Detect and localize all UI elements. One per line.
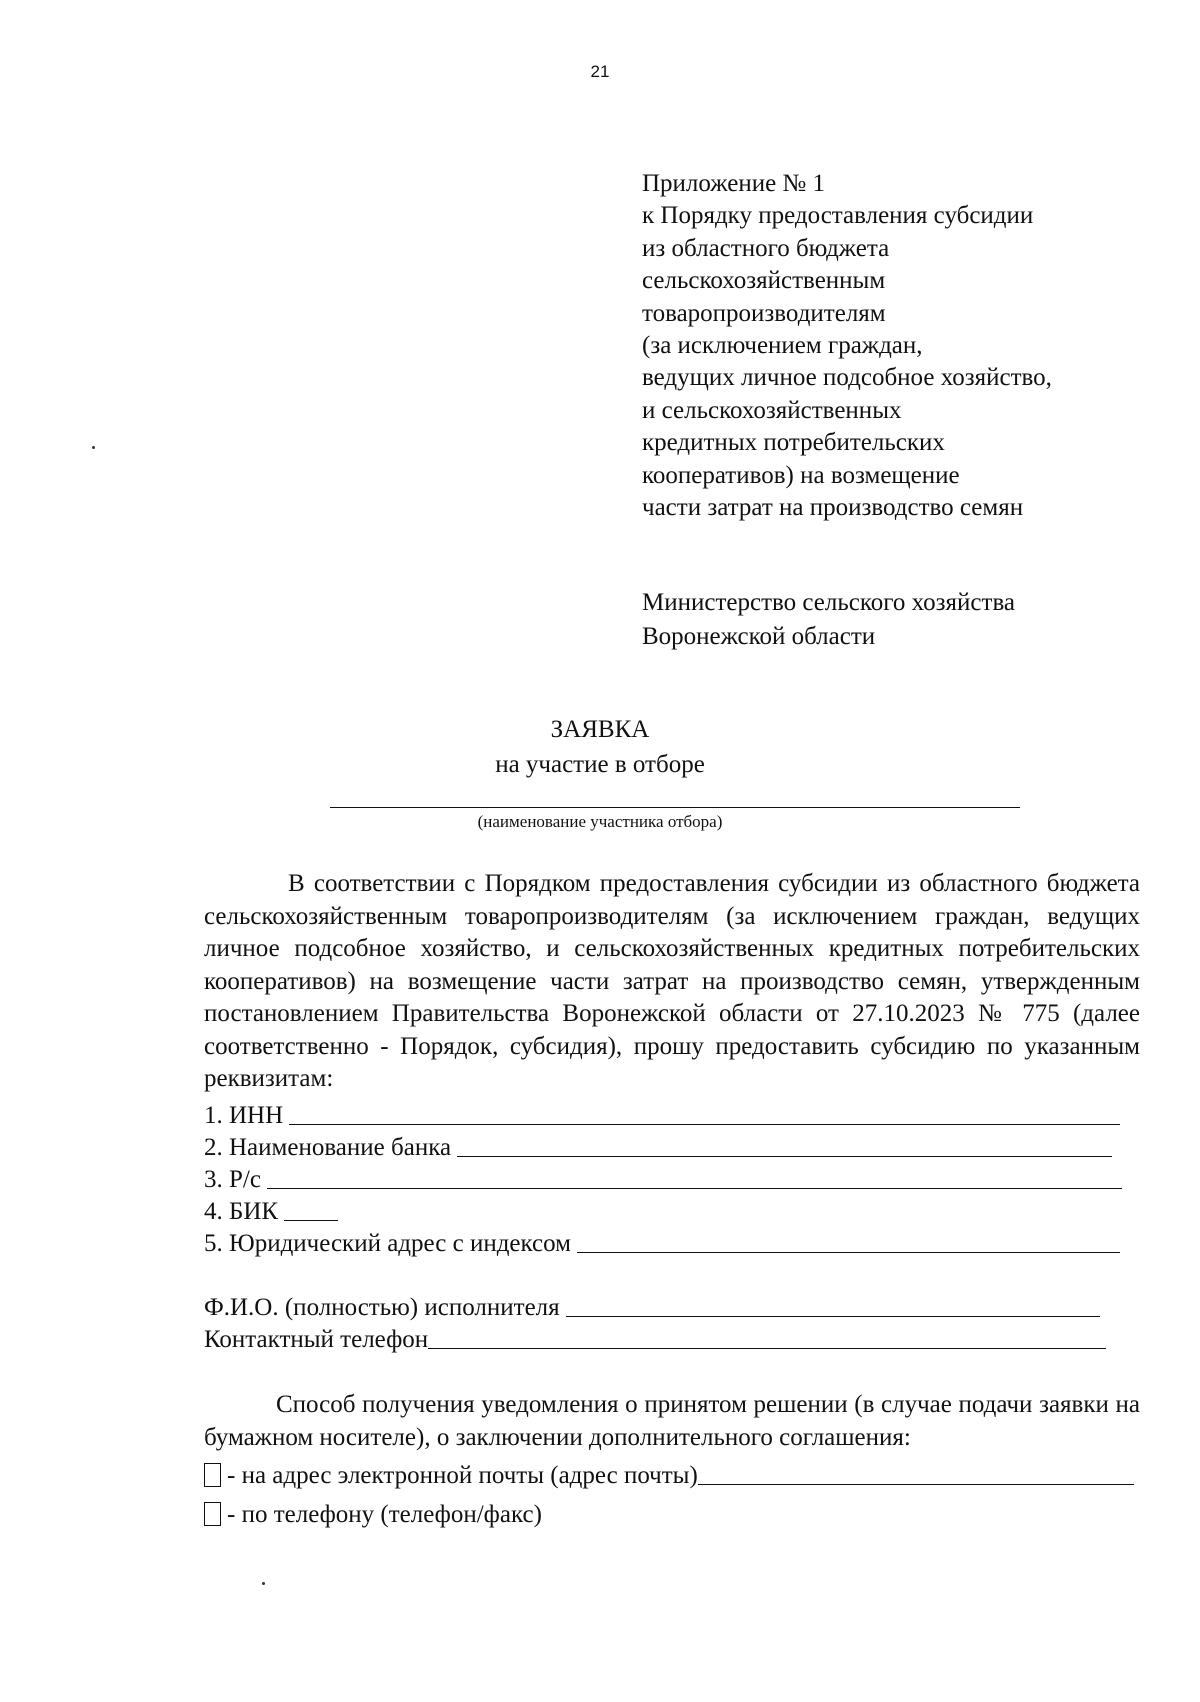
appendix-line: кооперативов) на возмещение	[642, 461, 960, 489]
inn-input-line[interactable]	[289, 1123, 1120, 1125]
notice-paragraph: Способ получения уведомления о принятом решении (в случае подачи заявки на бумажном носителе), о заключении дополнительного соглашения:	[204, 1391, 1140, 1451]
appendix-header	[642, 168, 1052, 524]
field-label: 4. БИК	[204, 1198, 279, 1225]
appendix-line: сельскохозяйственным	[642, 267, 886, 295]
field-inn	[204, 1100, 1120, 1130]
appendix-line: к Порядку предоставления субсидии	[642, 202, 1034, 230]
scan-speck	[262, 1582, 265, 1585]
ministry-line: Министерство сельского хозяйства	[642, 589, 1016, 616]
page-number: 21	[590, 62, 610, 81]
appendix-line: Приложение № 1	[642, 170, 826, 197]
scan-speck	[92, 446, 95, 449]
appendix-line: и сельскохозяйственных	[642, 396, 902, 424]
participant-name-caption: (наименование участника отбора)	[477, 812, 723, 831]
appendix-line: товаропроизводителям	[642, 299, 886, 327]
executor-input-line[interactable]	[566, 1315, 1100, 1317]
body-paragraph: В соответствии с Порядком предоставления субсидии из областного бюджета сельскохозяйственным товаропроизводителям (за исключением граждан, ведущих личное подсобное хозяйство, и сельскохозяйственных кредитных потребительских кооперативов) на возмещение части затрат на производство семян, утвержденным постановлением Правительства Воронежской области от 27.10.2023 № 775 (далее соответственно - Порядок, субсидия), прошу предоставить субсидию по указанным реквизитам:	[204, 870, 1140, 1092]
field-label: Ф.И.О. (полностью) исполнителя	[204, 1294, 560, 1321]
option-label: - по телефону (телефон/факс)	[227, 1501, 542, 1528]
participant-name-line[interactable]	[330, 807, 1020, 808]
field-bank	[204, 1132, 1112, 1162]
field-account	[204, 1164, 1122, 1194]
option-email	[204, 1460, 1134, 1490]
field-label: 3. Р/с	[204, 1166, 261, 1193]
field-bik	[204, 1196, 404, 1226]
appendix-line: кредитных потребительских	[642, 429, 945, 457]
option-label: - на адрес электронной почты (адрес почты)	[227, 1462, 698, 1489]
address-input-line[interactable]	[577, 1251, 1120, 1253]
phone-input-line[interactable]	[428, 1347, 1106, 1349]
field-executor	[204, 1292, 1100, 1322]
field-phone	[204, 1324, 1106, 1354]
option-telephone	[204, 1499, 704, 1529]
field-label: 5. Юридический адрес с индексом	[204, 1230, 571, 1257]
bik-input-line[interactable]	[284, 1219, 338, 1221]
account-input-line[interactable]	[267, 1187, 1122, 1189]
appendix-line: ведущих личное подсобное хозяйство,	[642, 364, 1052, 392]
email-input-line[interactable]	[698, 1483, 1134, 1485]
document-subtitle: на участие в отборе	[495, 751, 705, 778]
ministry-addressee	[642, 586, 1015, 654]
ministry-line: Воронежской области	[642, 623, 876, 650]
appendix-line: части затрат на производство семян	[642, 494, 1024, 522]
phone-checkbox[interactable]	[204, 1502, 221, 1526]
document-title: ЗАЯВКА	[550, 716, 650, 743]
appendix-line: (за исключением граждан,	[642, 332, 923, 360]
field-label: Контактный телефон	[204, 1326, 429, 1353]
field-address	[204, 1228, 1120, 1258]
field-label: 2. Наименование банка	[204, 1134, 452, 1161]
email-checkbox[interactable]	[204, 1463, 221, 1487]
field-label: 1. ИНН	[204, 1102, 284, 1129]
bank-input-line[interactable]	[457, 1155, 1112, 1157]
appendix-line: из областного бюджета	[642, 234, 890, 262]
